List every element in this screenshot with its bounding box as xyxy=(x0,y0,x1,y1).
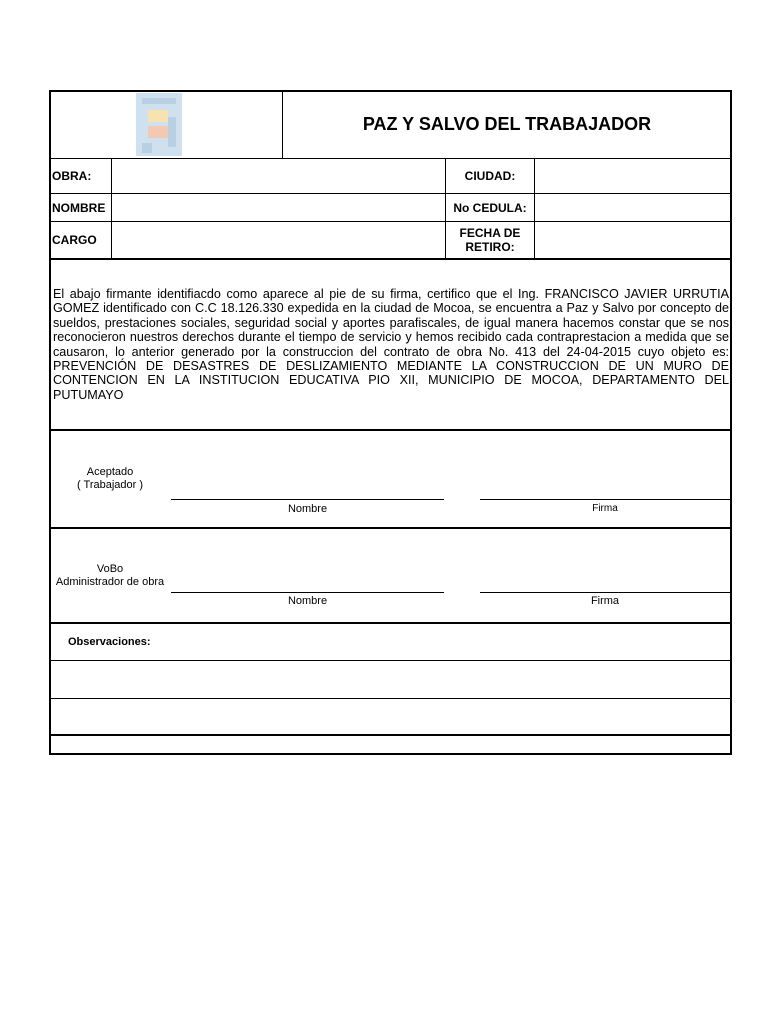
cargo-field[interactable] xyxy=(114,223,442,257)
section-divider xyxy=(50,258,731,260)
worker-name-label: Nombre xyxy=(287,503,328,515)
observations-divider xyxy=(50,734,731,736)
company-logo-icon xyxy=(136,93,182,156)
section-divider xyxy=(50,527,731,529)
certification-text: El abajo firmante identifiacdo como aparece al pie de su firma, certifico que el Ing. FRANCISCO JAVIER URRUTIA GOMEZ identificado con C.C 18.126.330 expedida en la ciudad de Mocoa, se encuentra a Paz y Salvo por concepto de sueldos, prestaciones sociales, seguridad social y aportes parafiscales, de igual manera hacemos constar que se nos reconocieron nuestros derechos durante el tiempo de servicio y hemos recibido cada contraprestacion a medida que se causaron, lo anterior generado por la construccion del contrato de obra No. 413 del 24-04-2015 cuyo objeto es: PREVENCIÓN DE DESASTRES DE DESLIZAMIENTO MEDIANTE LA CONSTRUCCION DE UN MURO DE CONTENCION EN LA INSTITUCION EDUCATIVA PIO XII, MUNICIPIO DE MOCOA, DEPARTAMENTO DEL PUTUMAYO xyxy=(53,287,729,402)
row-divider xyxy=(50,193,731,194)
row-divider xyxy=(50,221,731,222)
admin-signature-line[interactable] xyxy=(480,592,730,593)
observations-label: Observaciones: xyxy=(68,636,151,648)
cargo-label: CARGO xyxy=(52,233,97,247)
logo xyxy=(136,93,182,156)
section-divider xyxy=(50,429,731,431)
observations-line[interactable] xyxy=(51,699,730,734)
admin-signature-label: Firma xyxy=(590,595,620,607)
worker-role-line1: Aceptado xyxy=(86,466,134,478)
cedula-field[interactable] xyxy=(537,195,729,220)
col-divider xyxy=(534,158,535,259)
admin-role-line2: Administrador de obra xyxy=(55,576,165,588)
worker-signature-line[interactable] xyxy=(480,499,730,500)
fecha-retiro-label-line1: FECHA DE xyxy=(459,226,521,240)
observations-line[interactable] xyxy=(51,661,730,698)
nombre-field[interactable] xyxy=(114,195,442,220)
worker-role-line2: ( Trabajador ) xyxy=(76,479,144,491)
ciudad-label: CIUDAD: xyxy=(464,169,516,183)
admin-name-label: Nombre xyxy=(287,595,328,607)
obra-label: OBRA: xyxy=(52,169,92,183)
page-title: PAZ Y SALVO DEL TRABAJADOR xyxy=(362,114,652,134)
row-divider xyxy=(50,158,731,159)
worker-signature-label: Firma xyxy=(592,503,618,514)
admin-name-line[interactable] xyxy=(171,592,444,593)
fecha-retiro-field[interactable] xyxy=(537,223,729,257)
ciudad-field[interactable] xyxy=(537,160,729,192)
worker-name-line[interactable] xyxy=(171,499,444,500)
cedula-label: No CEDULA: xyxy=(453,201,527,215)
nombre-label: NOMBRE xyxy=(52,201,106,215)
col-divider xyxy=(111,158,112,259)
section-divider xyxy=(50,622,731,624)
obra-field[interactable] xyxy=(114,160,442,192)
fecha-retiro-label-line2: RETIRO: xyxy=(465,240,515,254)
admin-role-line1: VoBo xyxy=(96,563,124,575)
